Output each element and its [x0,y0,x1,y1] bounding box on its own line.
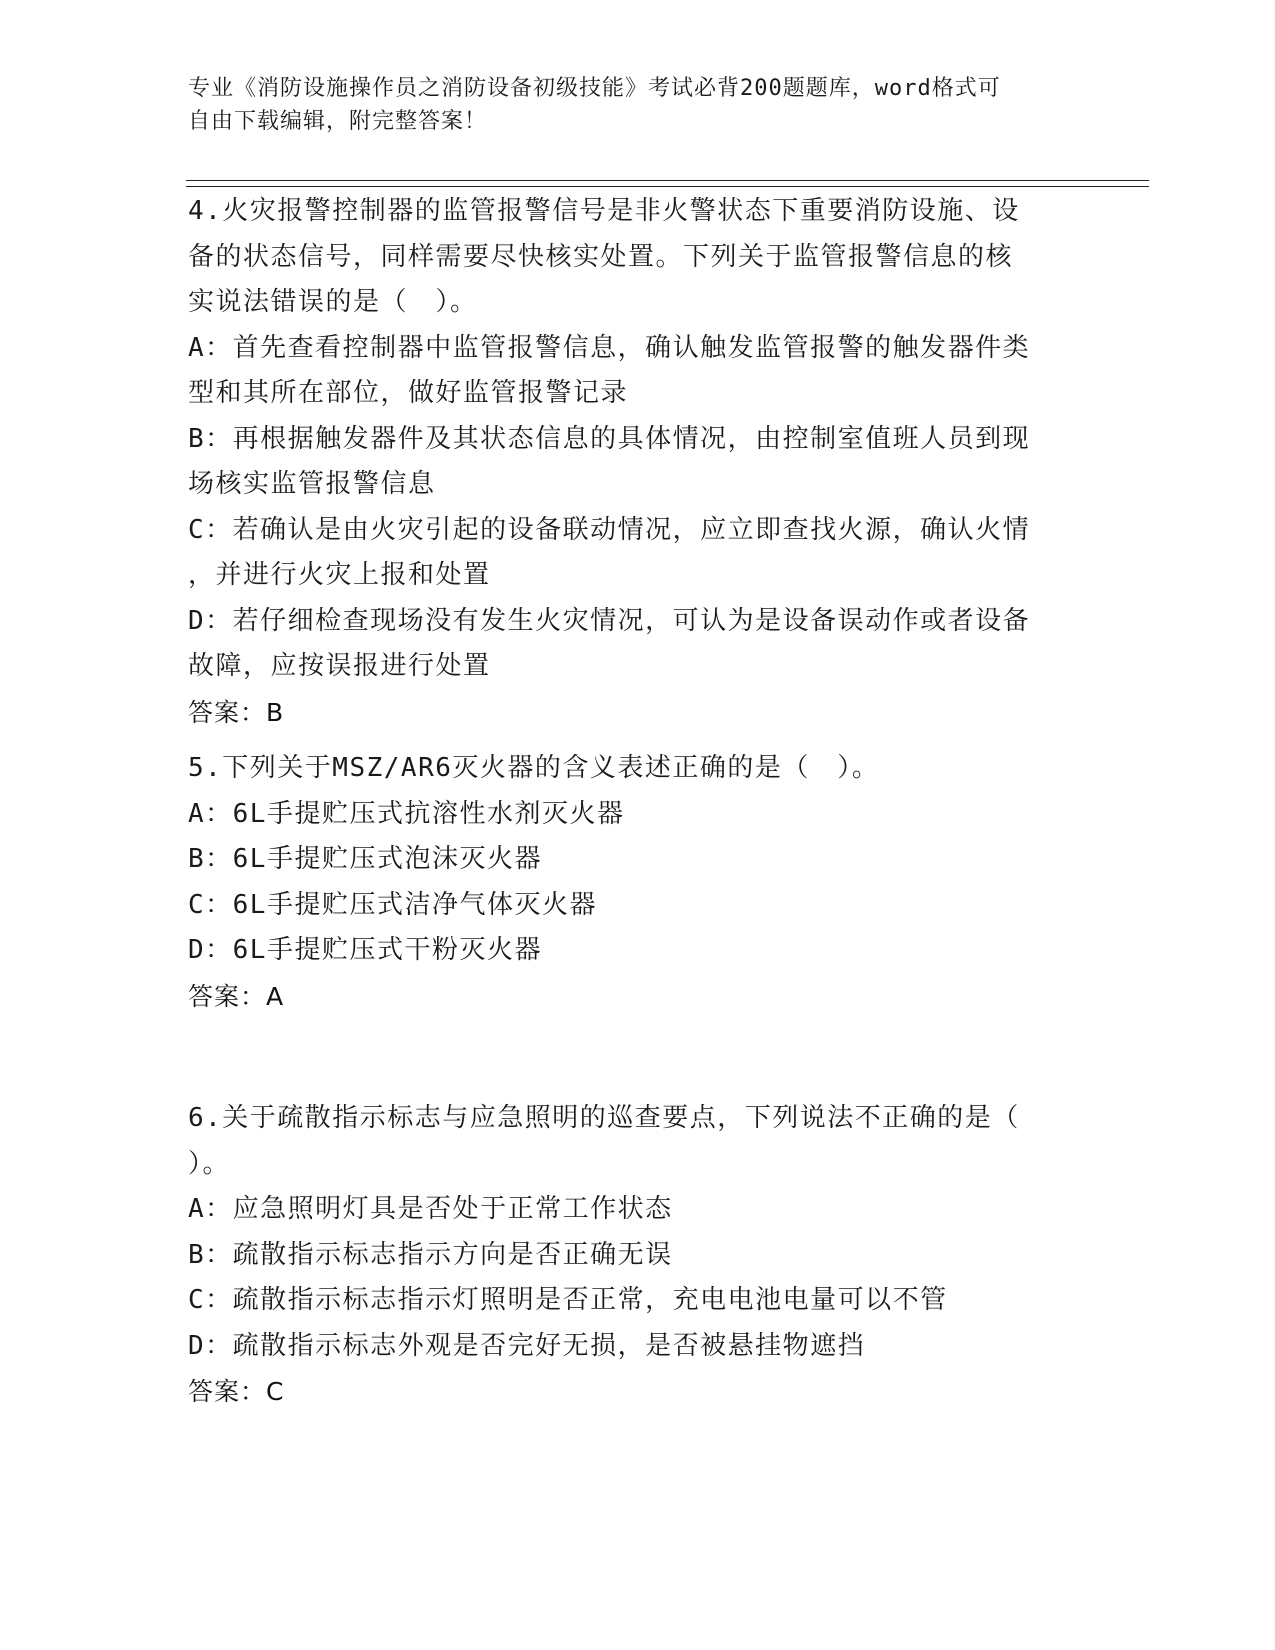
header-line-1: 专业《消防设施操作员之消防设备初级技能》考试必背200题题库，word格式可 [188,76,1001,101]
option-d-line: D：疏散指示标志外观是否完好无损，是否被悬挂物遮挡 [188,1330,866,1361]
question-stem-line: 5.下列关于MSZ/AR6灭火器的含义表述正确的是（ ）。 [188,753,880,783]
option-a-line: A：应急照明灯具是否处于正常工作状态 [188,1194,673,1224]
question-4 [188,189,1088,735]
option-b-line: B：疏散指示标志指示方向是否正确无误 [188,1239,673,1270]
option-a-line: A：首先查看控制器中监管报警信息，确认触发监管报警的触发器件类 [188,332,1031,363]
option-c-line: C：疏散指示标志指示灯照明是否正常，充电电池电量可以不管 [188,1285,948,1315]
option-a-line: 型和其所在部位，做好监管报警记录 [188,378,629,408]
option-b-line: B：6L手提贮压式泡沫灭火器 [188,844,542,874]
document-header [188,72,1068,138]
question-stem-line: ）。 [188,1148,231,1179]
option-c-line: C：6L手提贮压式洁净气体灭火器 [188,889,597,920]
header-divider-bottom [186,186,1149,187]
option-d-line: 故障，应按误报进行处置 [188,651,491,681]
option-d-line: D：若仔细检查现场没有发生火灾情况，可认为是设备误动作或者设备 [188,605,1031,636]
header-divider-top [186,180,1149,181]
option-b-line: B：再根据触发器件及其状态信息的具体情况，由控制室值班人员到现 [188,423,1031,454]
question-stem-line: 实说法错误的是（ ）。 [188,287,478,317]
option-d-line: D：6L手提贮压式干粉灭火器 [188,935,542,965]
answer-text: 答案：B [188,697,285,727]
option-a-line: A：6L手提贮压式抗溶性水剂灭火器 [188,798,625,829]
question-6 [188,1096,1088,1415]
question-stem-line: 备的状态信号，同样需要尽快核实处置。下列关于监管报警信息的核 [188,241,1014,272]
option-b-line: 场核实监管报警信息 [188,469,436,499]
option-c-line: ，并进行火灾上报和处置 [188,560,491,590]
answer-text: 答案：C [188,1377,285,1406]
question-stem-line: 4.火灾报警控制器的监管报警信号是非火警状态下重要消防设施、设 [188,196,1020,226]
answer-text: 答案：A [188,981,285,1011]
question-5 [188,746,1088,1019]
option-c-line: C：若确认是由火灾引起的设备联动情况，应立即查找火源，确认火情 [188,514,1031,545]
header-line-2: 自由下载编辑，附完整答案！ [188,109,488,134]
question-stem-line: 6.关于疏散指示标志与应急照明的巡查要点，下列说法不正确的是（ [188,1103,1020,1133]
